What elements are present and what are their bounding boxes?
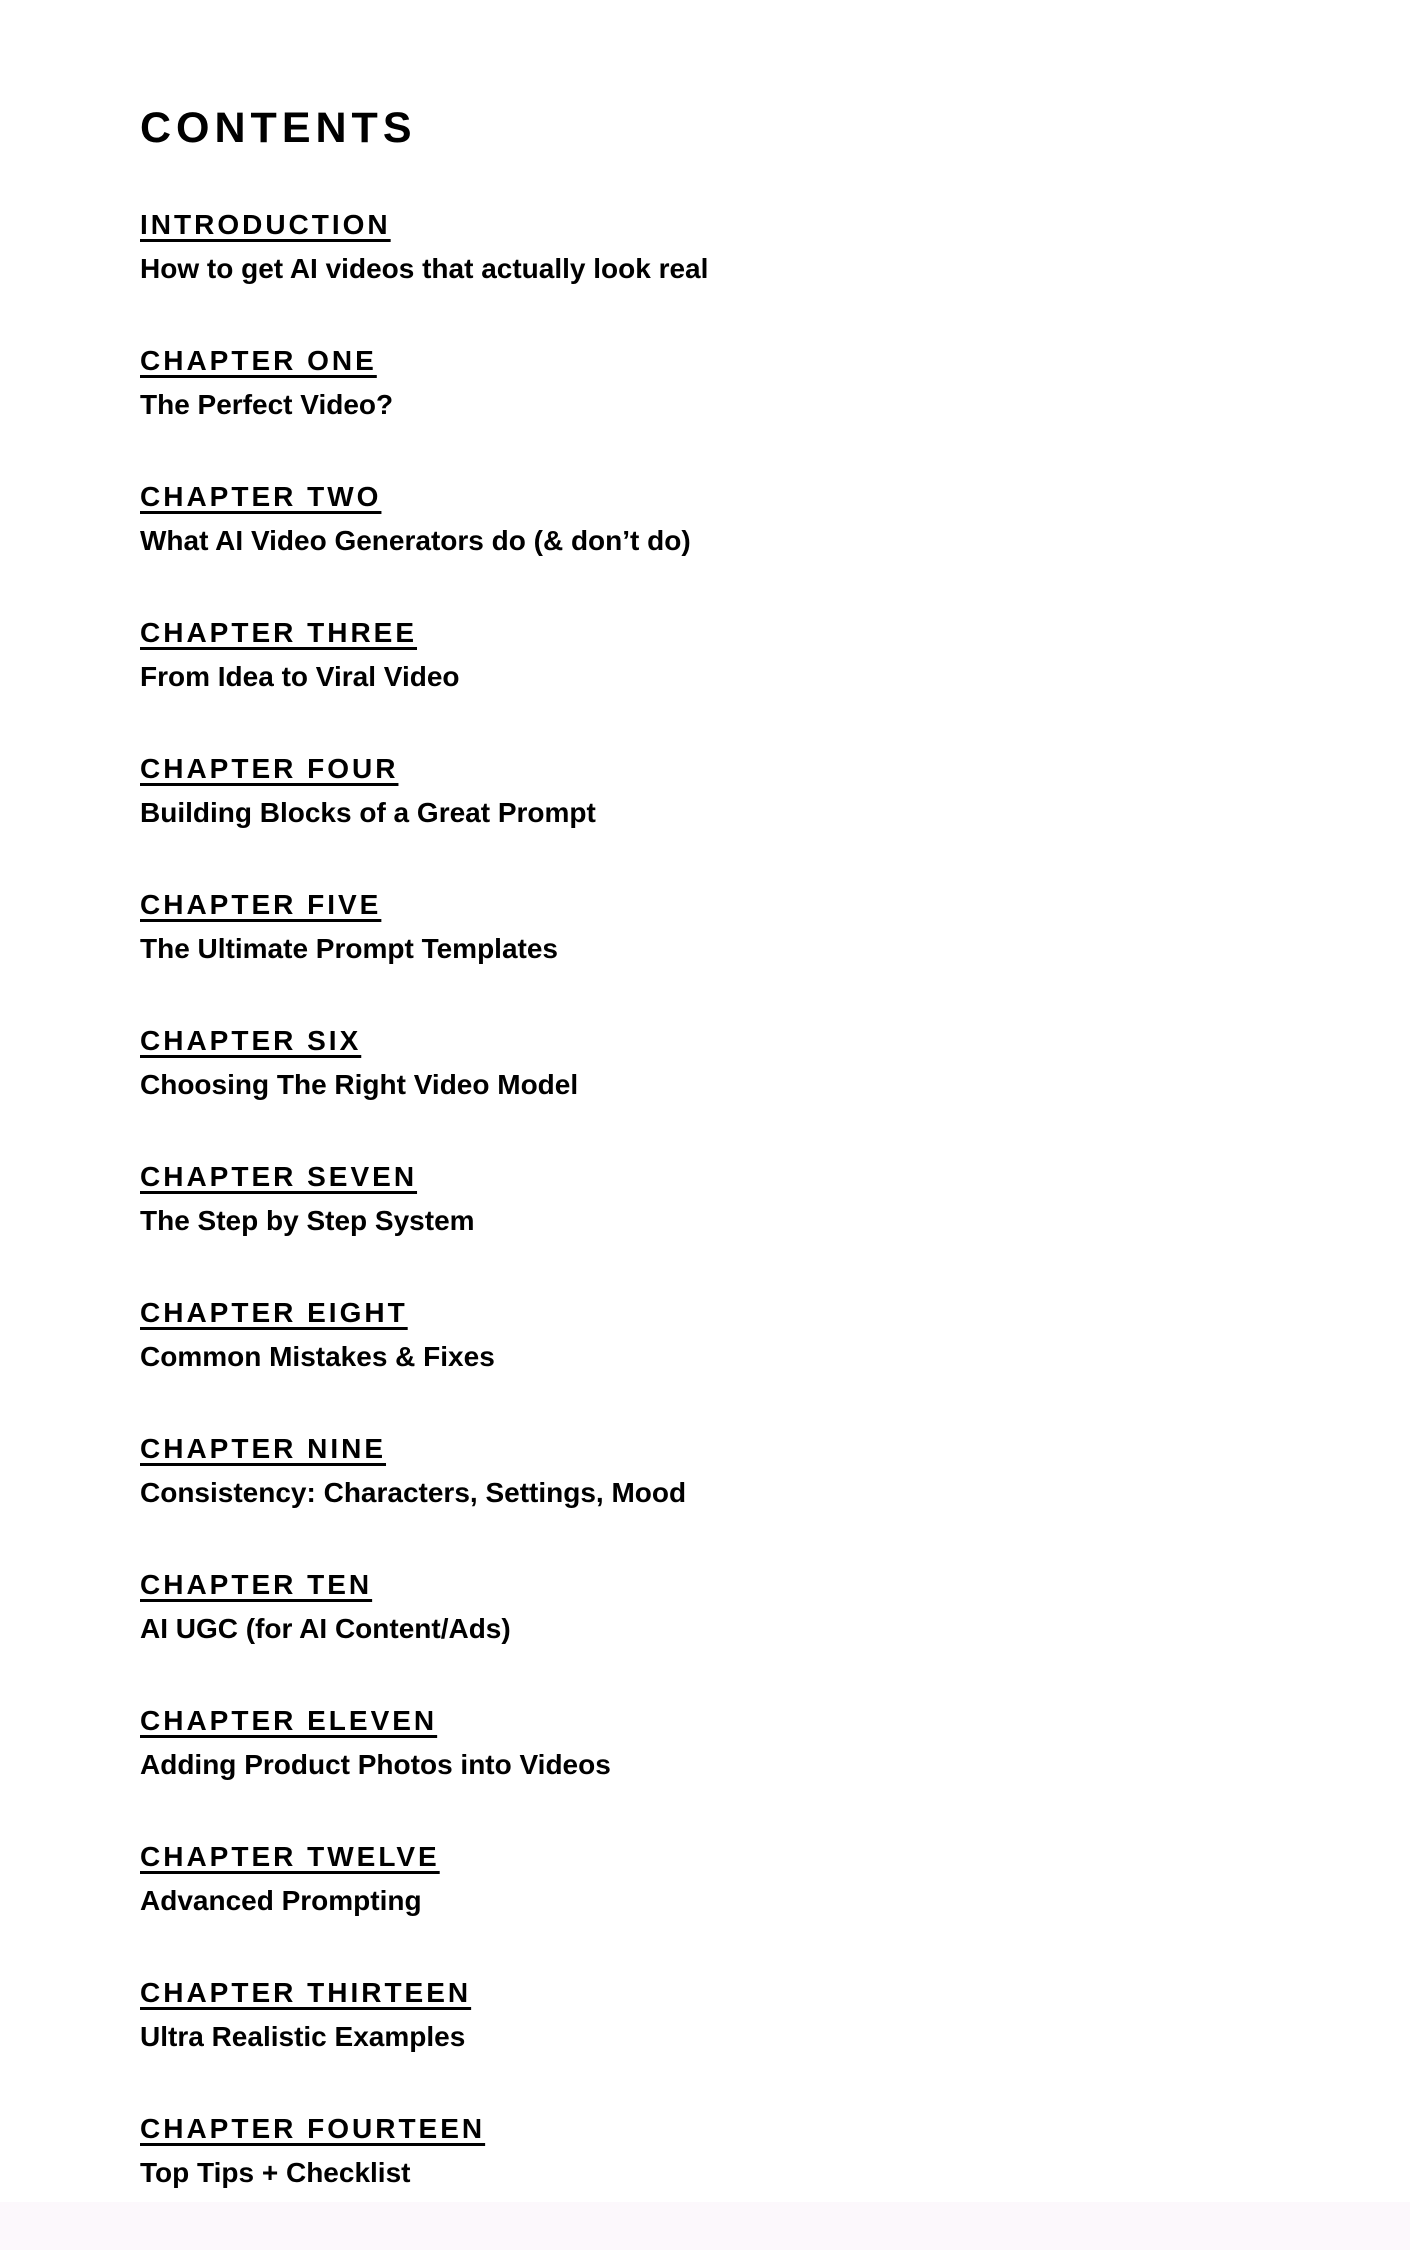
toc-subtitle-chapter-ten: AI UGC (for AI Content/Ads) xyxy=(140,1613,511,1644)
toc-entry-chapter-three xyxy=(140,615,708,751)
toc-link-chapter-nine[interactable]: CHAPTER NINE xyxy=(140,1433,387,1464)
toc-entry-chapter-one xyxy=(140,343,708,479)
toc-subtitle-chapter-eight: Common Mistakes & Fixes xyxy=(140,1341,495,1372)
table-of-contents xyxy=(140,207,708,2247)
toc-link-chapter-three[interactable]: CHAPTER THREE xyxy=(140,617,418,648)
toc-entry-chapter-seven xyxy=(140,1159,708,1295)
toc-link-chapter-eleven[interactable]: CHAPTER ELEVEN xyxy=(140,1705,438,1736)
toc-entry-chapter-thirteen xyxy=(140,1975,708,2111)
toc-subtitle-chapter-five: The Ultimate Prompt Templates xyxy=(140,933,559,964)
toc-subtitle-chapter-fourteen: Top Tips + Checklist xyxy=(140,2157,411,2188)
toc-subtitle-chapter-thirteen: Ultra Realistic Examples xyxy=(140,2021,466,2052)
toc-subtitle-chapter-one: The Perfect Video? xyxy=(140,389,394,420)
toc-link-chapter-twelve[interactable]: CHAPTER TWELVE xyxy=(140,1841,440,1872)
toc-entry-chapter-eleven xyxy=(140,1703,708,1839)
toc-subtitle-chapter-eleven: Adding Product Photos into Videos xyxy=(140,1749,611,1780)
toc-link-introduction[interactable]: INTRODUCTION xyxy=(140,209,391,240)
toc-link-chapter-thirteen[interactable]: CHAPTER THIRTEEN xyxy=(140,1977,472,2008)
page-title: CONTENTS xyxy=(140,104,417,152)
toc-subtitle-chapter-two: What AI Video Generators do (& don’t do) xyxy=(140,525,691,556)
toc-subtitle-chapter-twelve: Advanced Prompting xyxy=(140,1885,422,1916)
toc-entry-chapter-twelve xyxy=(140,1839,708,1975)
toc-entry-chapter-eight xyxy=(140,1295,708,1431)
toc-link-chapter-eight[interactable]: CHAPTER EIGHT xyxy=(140,1297,408,1328)
page-bottom-band xyxy=(0,2202,1410,2250)
toc-entry-chapter-nine xyxy=(140,1431,708,1567)
toc-subtitle-chapter-seven: The Step by Step System xyxy=(140,1205,475,1236)
toc-subtitle-introduction: How to get AI videos that actually look real xyxy=(140,253,709,284)
toc-entry-introduction xyxy=(140,207,708,343)
toc-entry-chapter-five xyxy=(140,887,708,1023)
toc-subtitle-chapter-six: Choosing The Right Video Model xyxy=(140,1069,579,1100)
toc-entry-chapter-four xyxy=(140,751,708,887)
toc-link-chapter-six[interactable]: CHAPTER SIX xyxy=(140,1025,362,1056)
toc-entry-chapter-two xyxy=(140,479,708,615)
toc-link-chapter-fourteen[interactable]: CHAPTER FOURTEEN xyxy=(140,2113,486,2144)
toc-subtitle-chapter-three: From Idea to Viral Video xyxy=(140,661,460,692)
toc-link-chapter-two[interactable]: CHAPTER TWO xyxy=(140,481,382,512)
toc-subtitle-chapter-nine: Consistency: Characters, Settings, Mood xyxy=(140,1477,687,1508)
toc-link-chapter-four[interactable]: CHAPTER FOUR xyxy=(140,753,399,784)
toc-link-chapter-ten[interactable]: CHAPTER TEN xyxy=(140,1569,373,1600)
toc-link-chapter-seven[interactable]: CHAPTER SEVEN xyxy=(140,1161,418,1192)
toc-link-chapter-one[interactable]: CHAPTER ONE xyxy=(140,345,377,376)
toc-entry-chapter-six xyxy=(140,1023,708,1159)
toc-subtitle-chapter-four: Building Blocks of a Great Prompt xyxy=(140,797,596,828)
toc-entry-chapter-ten xyxy=(140,1567,708,1703)
toc-link-chapter-five[interactable]: CHAPTER FIVE xyxy=(140,889,382,920)
